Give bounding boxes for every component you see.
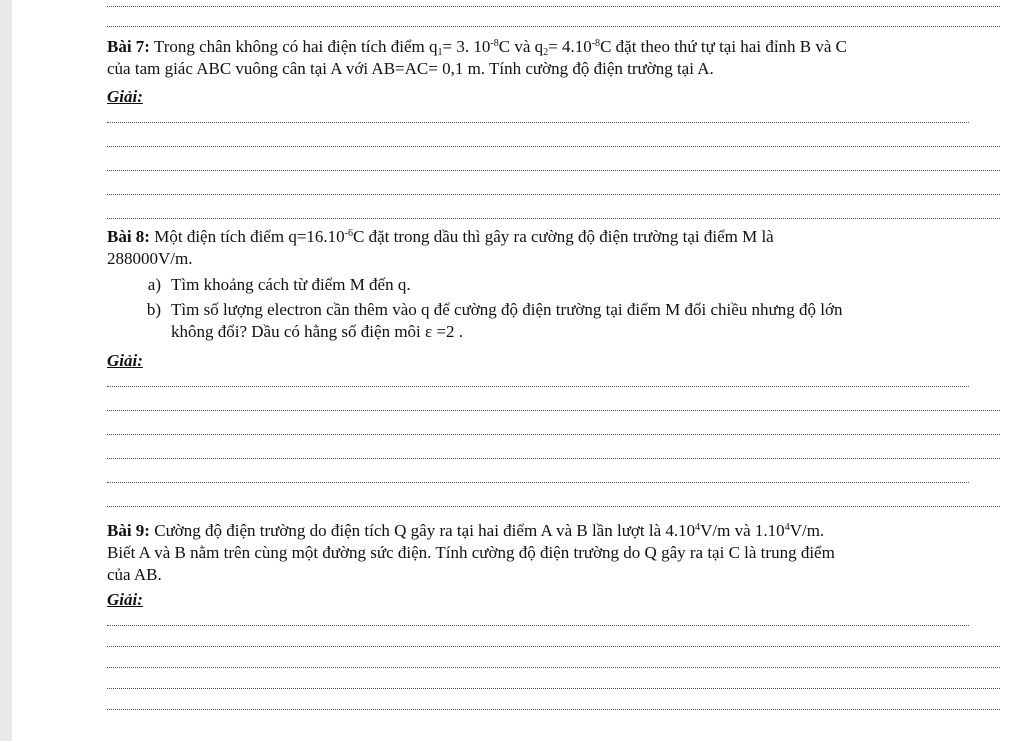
exercise-8-line-2: 288000V/m. [107, 249, 193, 268]
part-a-label: a) [147, 275, 161, 294]
exercise-7-line-2: của tam giác ABC vuông cân tại A với AB=AC= 0,1 m. Tính cường độ điện trường tại A. [107, 59, 714, 78]
exercise-8-title: Bài 8: [107, 227, 150, 246]
exercise-8-part-b [107, 299, 1007, 343]
part-b-text-1: Tìm số lượng electron cần thêm vào q để cường độ điện trường tại điểm M đổi chiều nhưng độ lớn [171, 300, 843, 319]
exercise-8-line-1: Bài 8: Một điện tích điểm $q=16.10^{-6}C$ đặt trong dầu thì gây ra cường độ điện trường tại điểm M là [107, 227, 774, 246]
exercise-9-title: Bài 9: [107, 521, 150, 540]
page-edge [0, 0, 12, 741]
part-a-text: Tìm khoảng cách từ điểm M đến q. [171, 275, 411, 294]
solution-heading: Giải: [107, 590, 143, 609]
exercise-7-title: Bài 7: [107, 37, 150, 56]
answer-line [107, 709, 1000, 711]
exercise-7-line-1: Bài 7: Trong chân không có hai điện tích điểm $q_1= 3$. $10^{-8}C$ và $q_2= 4.10^{-8}C$ đặt theo thứ tự tại hai đỉnh B và C [107, 37, 848, 58]
part-b-text-2: không đổi? Dầu có hằng số điện môi ε =2 . [171, 322, 463, 341]
solution-heading: Giải: [107, 87, 143, 106]
exercise-9-line-1: Bài 9: Cường độ điện trường do điện tích Q gây ra tại hai điểm A và B lần lượt là 4.10$^4$V/m và 1.10$^4$V/m. [107, 521, 825, 540]
exercise-9-line-2: Biết A và B nằm trên cùng một đường sức điện. Tính cường độ điện trường do Q gây ra tại C là trung điểm [107, 543, 835, 562]
exercise-8-part-a [107, 274, 1007, 296]
solution-heading: Giải: [107, 351, 143, 370]
worksheet-page [107, 0, 1007, 711]
part-b-label: b) [146, 300, 161, 319]
exercise-9-line-3: của AB. [107, 565, 162, 584]
